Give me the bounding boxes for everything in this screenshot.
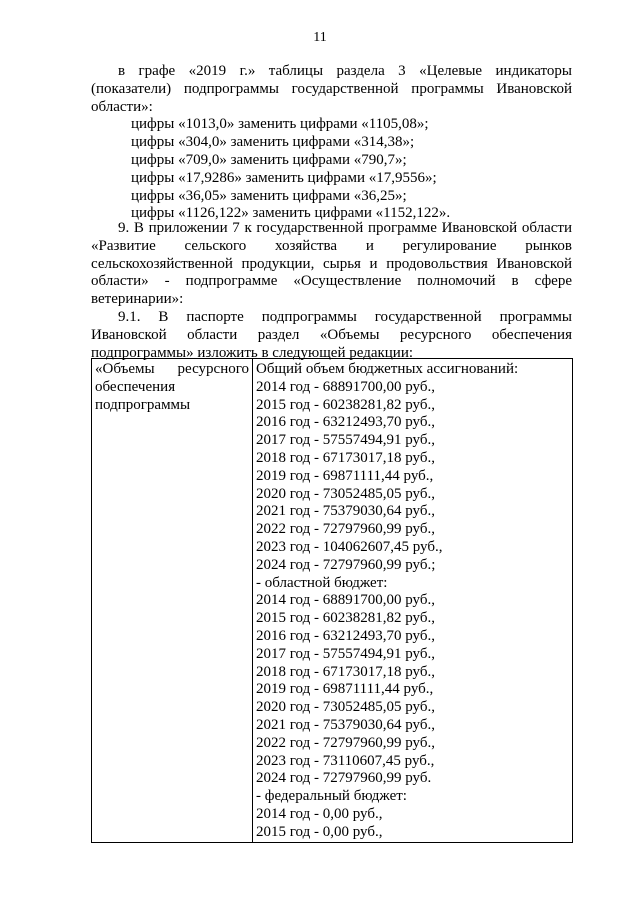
budget-line: 2015 год - 60238281,82 руб.,: [256, 610, 435, 627]
budget-line: 2017 год - 57557494,91 руб.,: [256, 432, 435, 449]
table-label-line: «Объемы ресурсного: [95, 361, 249, 377]
table-row: [92, 359, 573, 843]
budget-line: 2018 год - 67173017,18 руб.,: [256, 449, 435, 466]
budget-line: 2022 год - 72797960,99 руб.,: [256, 521, 435, 538]
budget-line: 2019 год - 69871111,44 руб.,: [256, 681, 434, 698]
section-8-block: [91, 63, 572, 223]
budget-line: 2024 год - 72797960,99 руб.: [256, 770, 432, 787]
budget-line: 2015 год - 60238281,82 руб.,: [256, 396, 435, 413]
budget-line: 2016 год - 63212493,70 руб.,: [256, 414, 435, 431]
table-label-line: обеспечения: [95, 378, 176, 395]
replacement-line: цифры «17,9286» заменить цифрами «17,9556»;: [131, 169, 437, 186]
replacement-line: цифры «36,05» заменить цифрами «36,25»;: [131, 187, 407, 204]
budget-line: 2015 год - 0,00 руб.,: [256, 823, 383, 840]
table-label-line: подпрограммы: [95, 396, 191, 413]
budget-line: 2014 год - 68891700,00 руб.,: [256, 592, 435, 609]
budget-line: 2020 год - 73052485,05 руб.,: [256, 699, 435, 716]
replacement-line: цифры «304,0» заменить цифрами «314,38»;: [131, 134, 415, 151]
budget-line: 2021 год - 75379030,64 руб.,: [256, 716, 435, 733]
federal-budget-heading: - федеральный бюджет:: [256, 788, 407, 805]
budget-line: 2022 год - 72797960,99 руб.,: [256, 734, 435, 751]
budget-line: 2023 год - 104062607,45 руб.,: [256, 538, 443, 555]
budget-line: 2019 год - 69871111,44 руб.,: [256, 467, 434, 484]
budget-line: 2016 год - 63212493,70 руб.,: [256, 627, 435, 644]
budget-line: 2021 год - 75379030,64 руб.,: [256, 503, 435, 520]
table-label-cell: [92, 359, 253, 843]
replacement-line: цифры «709,0» заменить цифрами «790,7»;: [131, 151, 407, 168]
budget-line: 2024 год - 72797960,99 руб.;: [256, 556, 436, 573]
budget-line: 2014 год - 0,00 руб.,: [256, 805, 383, 822]
section-9-1-paragraph: 9.1. В паспорте подпрограммы государственной программы Ивановской области раздел «Объемы ресурсного обеспечения подпрограммы» изложить в следующей редакции:: [91, 308, 572, 361]
section-9-block: [91, 220, 572, 362]
section-8-intro: в графе «2019 г.» таблицы раздела 3 «Целевые индикаторы (показатели) подпрограммы государственной программы Ивановской области»:: [91, 63, 572, 115]
replacement-line: цифры «1126,122» заменить цифрами «1152,122».: [131, 205, 451, 222]
page-number: 11: [313, 30, 327, 45]
replacement-line: цифры «1013,0» заменить цифрами «1105,08»;: [131, 116, 429, 133]
budget-line: 2014 год - 68891700,00 руб.,: [256, 378, 435, 395]
regional-budget-heading: - областной бюджет:: [256, 574, 388, 591]
table-value-cell: [253, 359, 573, 843]
budget-line: 2020 год - 73052485,05 руб.,: [256, 485, 435, 502]
table-label: [95, 361, 249, 414]
section-9-paragraph: 9. В приложении 7 к государственной программе Ивановской области «Развитие сельского хозяйства и регулирование рынков сельскохозяйственной продукции, сырья и продовольствия Ивановской области» - подпрограмме «Осуществление полномочий в сфере ветеринарии»:: [91, 220, 572, 308]
resource-support-table: [91, 358, 573, 843]
budget-total-heading: Общий объем бюджетных ассигнований:: [256, 361, 519, 377]
budget-line: 2017 год - 57557494,91 руб.,: [256, 645, 435, 662]
budget-line: 2023 год - 73110607,45 руб.,: [256, 752, 435, 769]
budget-line: 2018 год - 67173017,18 руб.,: [256, 663, 435, 680]
